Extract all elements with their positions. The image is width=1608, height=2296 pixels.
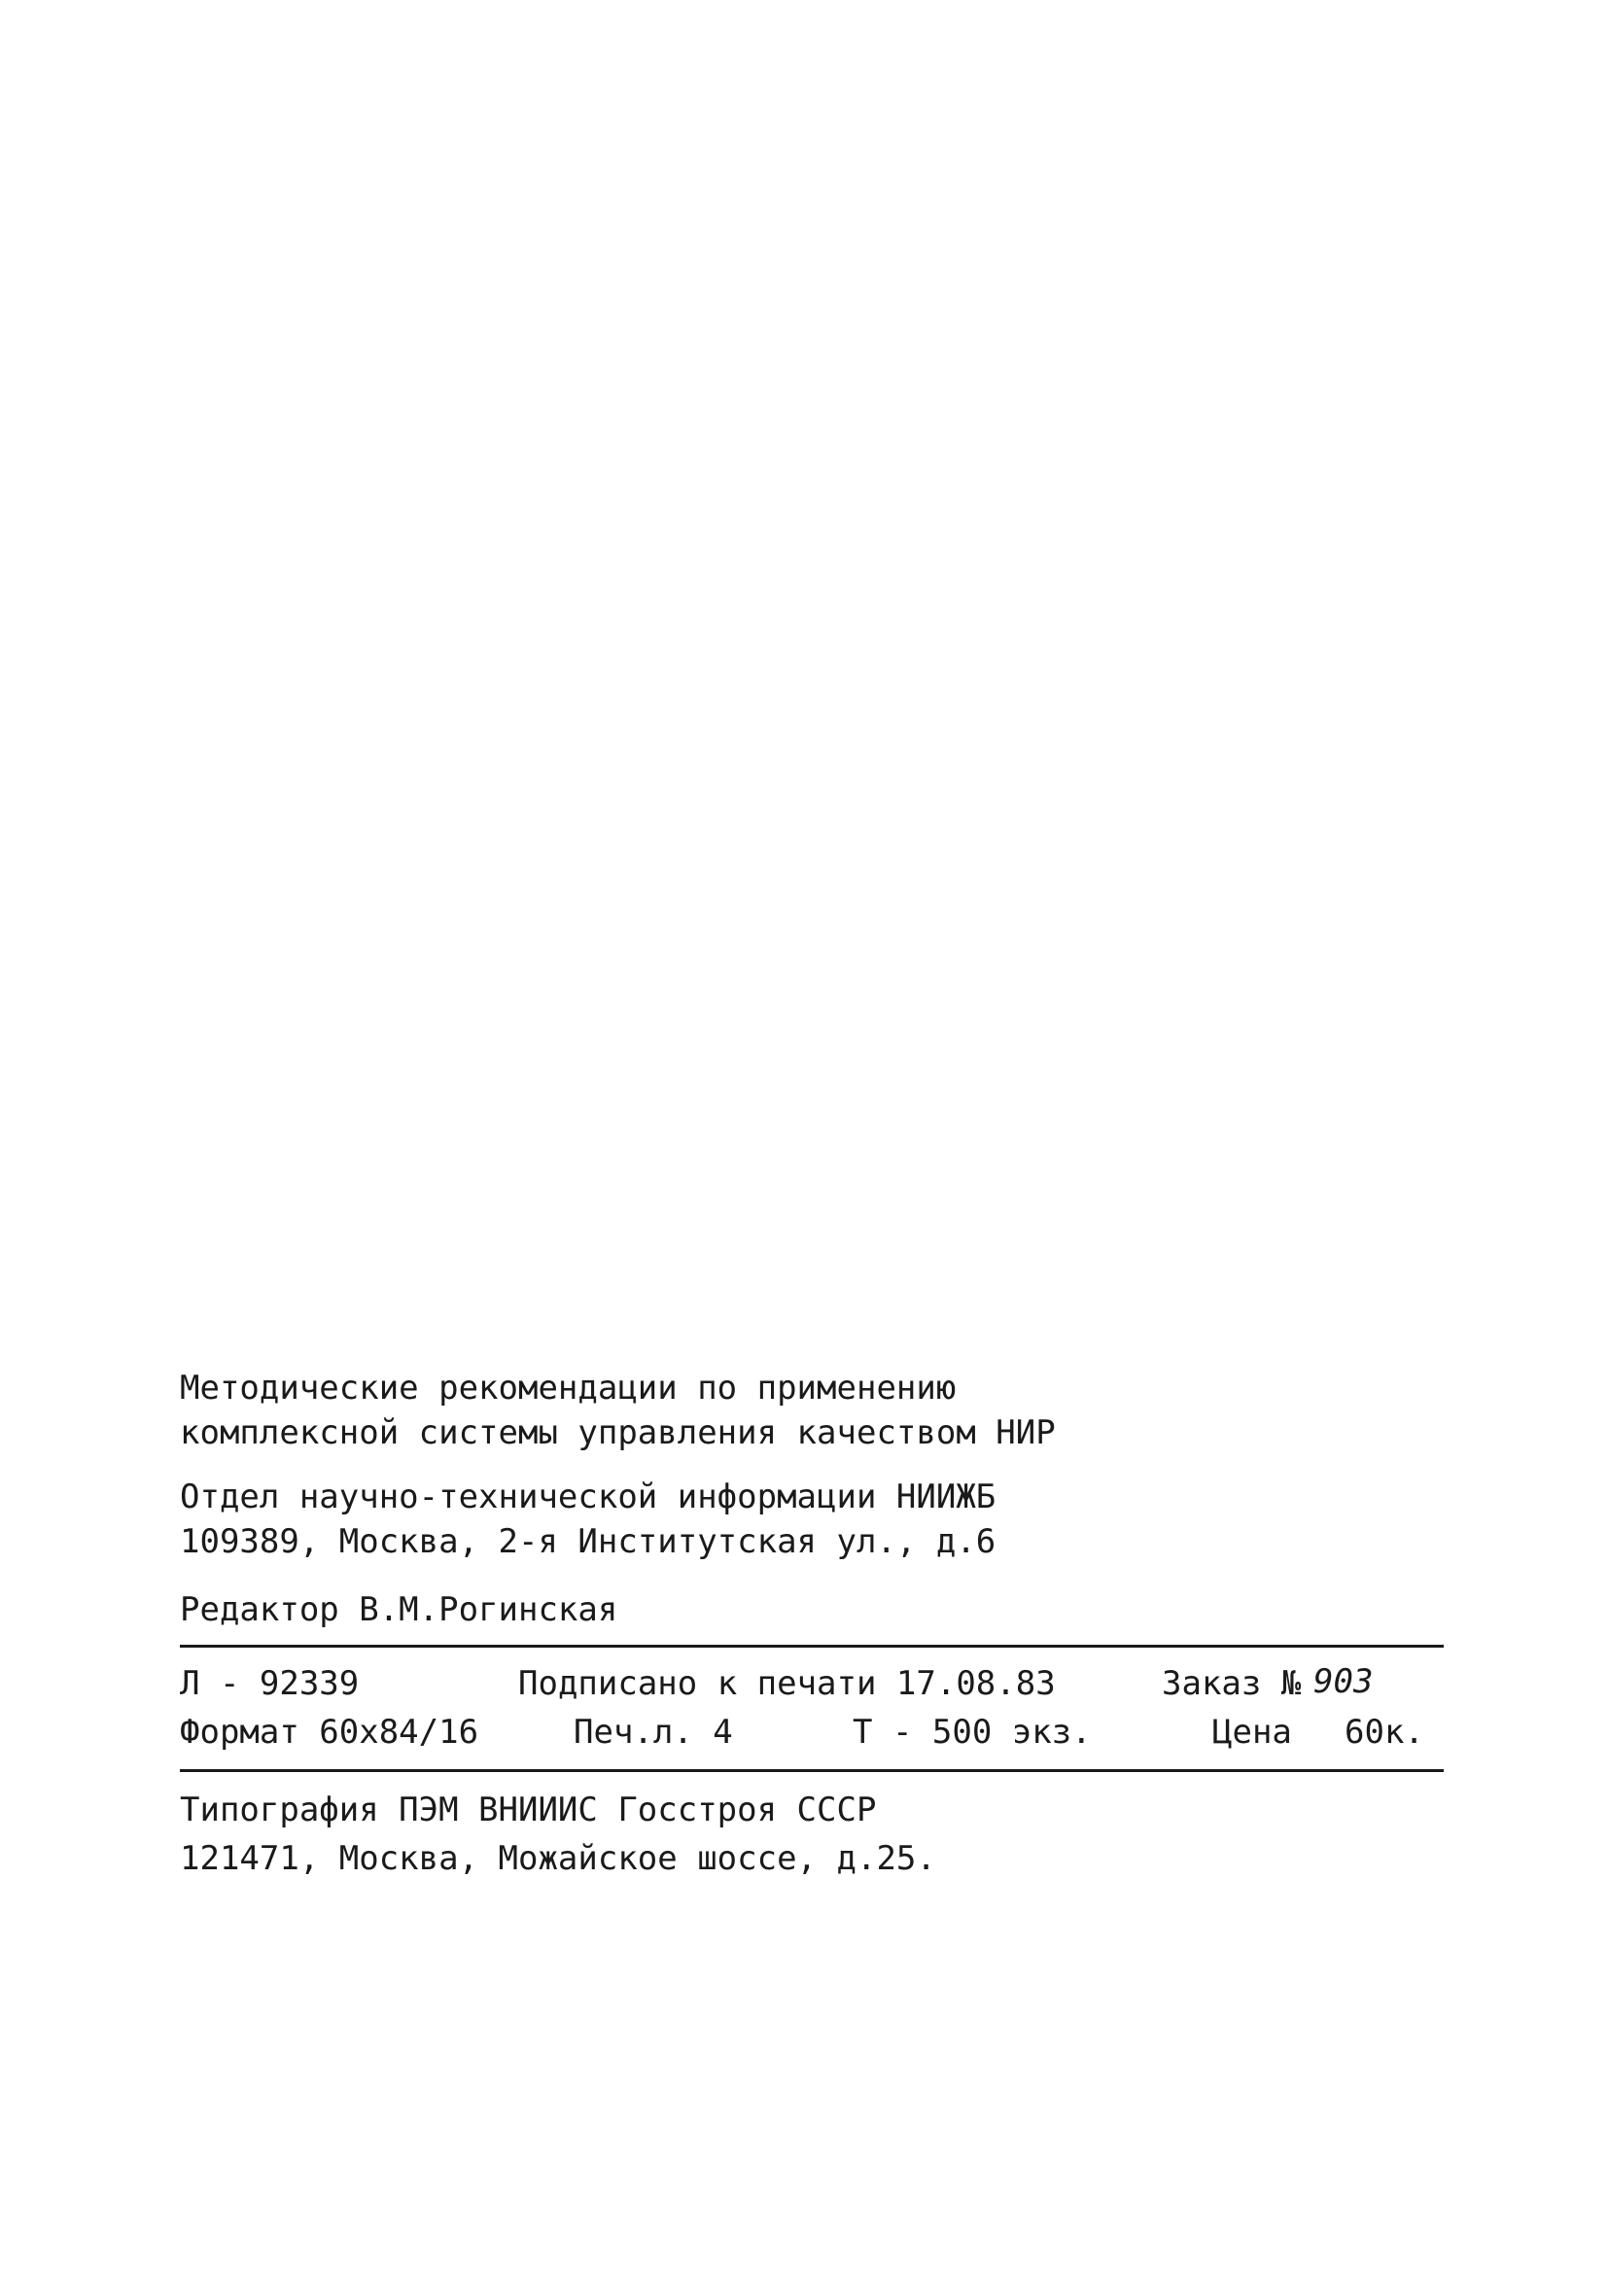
top-divider [180,1645,1444,1648]
order-label: Заказ № [1162,1664,1302,1703]
printer-address: 121471, Москва, Можайское шоссе, д.25. [180,1839,936,1878]
publisher-line-1: Отдел научно-технической информации НИИЖБ [180,1478,996,1516]
editor-line: Редактор В.М.Рогинская [180,1590,618,1629]
paper-format: Формат 60х84/16 [180,1713,479,1752]
title-line-1: Методические рекомендации по применению [180,1369,957,1408]
print-run: Т - 500 экз. [853,1713,1092,1752]
price-value: 60к. [1345,1713,1424,1752]
license-number: Л - 92339 [180,1664,360,1703]
signed-for-print: Подписано к печати 17.08.83 [518,1664,1056,1703]
title-line-2: комплексной системы управления качеством НИР [180,1413,1056,1452]
printed-sheets: Печ.л. 4 [574,1713,733,1752]
price-label: Цена [1212,1713,1292,1752]
bottom-divider [180,1769,1444,1772]
printer-line-1: Типография ПЭМ ВНИИИС Госстроя СССР [180,1791,877,1829]
publisher-address: 109389, Москва, 2-я Институтская ул., д.6 [180,1522,996,1561]
order-number: 903 [1313,1662,1374,1701]
